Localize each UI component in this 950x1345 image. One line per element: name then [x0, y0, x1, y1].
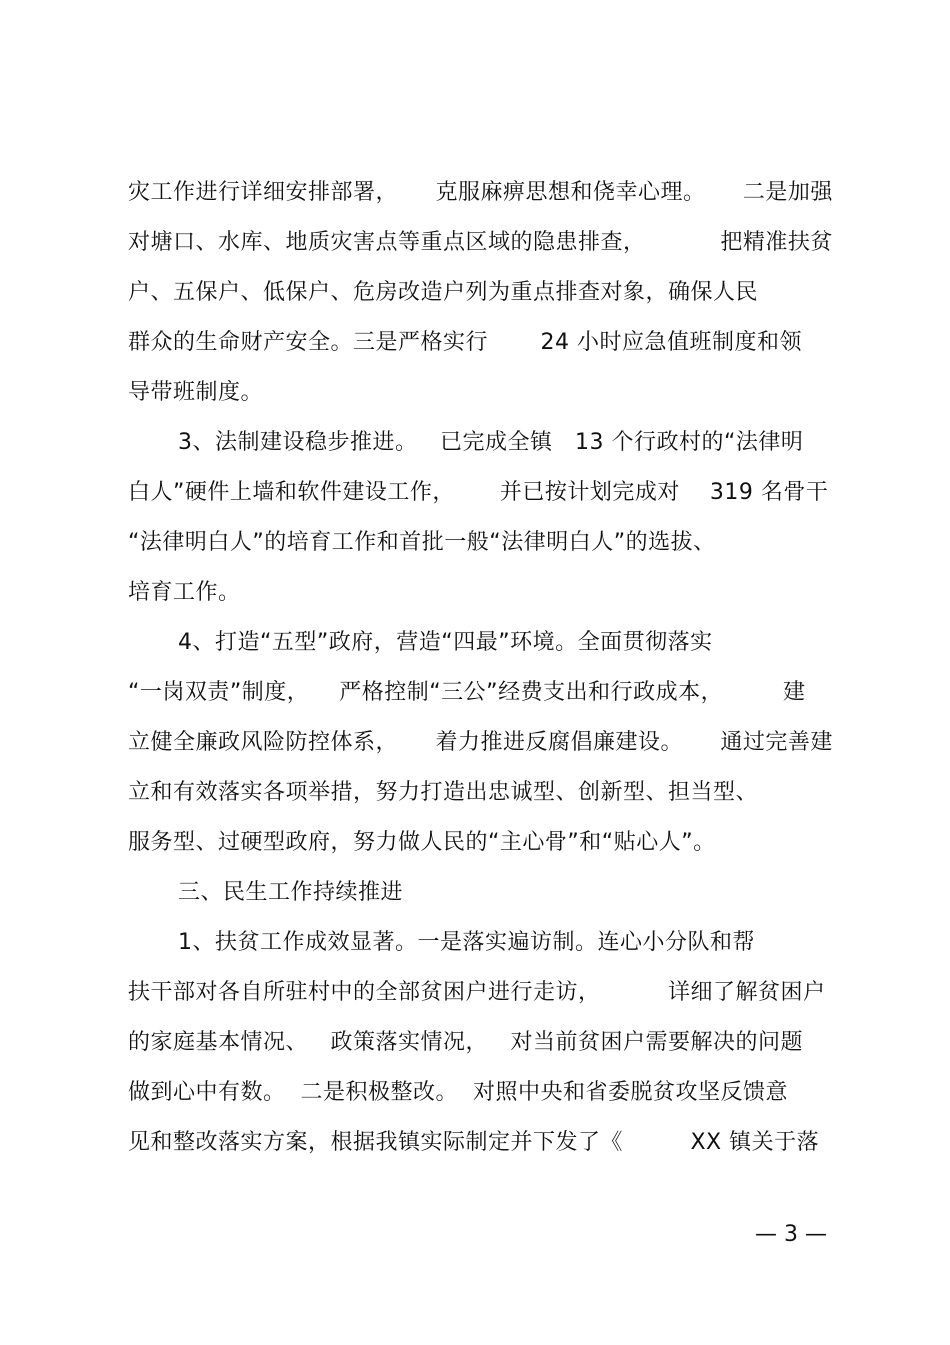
text-line-5: 导带班制度。	[128, 380, 264, 405]
text-line-4: 群众的生命财产安全。三是严格实行 24 小时应急值班制度和领	[128, 330, 802, 355]
text-line-16: 1、扶贫工作成效显著。一是落实遍访制。连心小分队和帮	[178, 930, 755, 955]
text-line-17: 扶干部对各自所驻村中的全部贫困户进行走访， 详细了解贫困户	[128, 980, 826, 1005]
text-line-19: 做到心中有数。 二是积极整改。 对照中央和省委脱贫攻坚反馈意	[128, 1080, 788, 1105]
text-line-1: 灾工作进行详细安排部署， 克服麻痹思想和侥幸心理。 二是加强	[128, 180, 833, 205]
text-line-18: 的家庭基本情况、 政策落实情况， 对当前贫困户需要解决的问题	[128, 1030, 803, 1055]
text-line-10: 4、打造“五型”政府，营造“四最”环境。全面贯彻落实	[178, 630, 713, 655]
text-line-8: “法律明白人”的培育工作和首批一般“法律明白人”的选拔、	[128, 530, 716, 555]
text-line-20: 见和整改落实方案，根据我镇实际制定并下发了《 XX 镇关于落	[128, 1130, 820, 1155]
text-line-13: 立和有效落实各项举措，努力打造出忠诚型、创新型、担当型、	[128, 780, 759, 805]
text-line-12: 立健全廉政风险防控体系， 着力推进反腐倡廉建设。 通过完善建	[128, 730, 833, 755]
section-heading: 三、民生工作持续推进	[178, 880, 404, 905]
text-line-9: 培育工作。	[128, 580, 241, 605]
text-line-6: 3、法制建设稳步推进。 已完成全镇 13 个行政村的“法律明	[178, 430, 804, 455]
page-number: — 3 —	[755, 1222, 827, 1247]
text-line-3: 户、五保户、低保户、危房改造户列为重点排查对象，确保人民	[128, 280, 759, 305]
text-line-14: 服务型、过硬型政府，努力做人民的“主心骨”和“贴心人”。	[128, 830, 716, 855]
text-line-2: 对塘口、水库、地质灾害点等重点区域的隐患排查， 把精准扶贫	[128, 230, 833, 255]
text-line-7: 白人”硬件上墙和软件建设工作， 并已按计划完成对 319 名骨干	[128, 480, 829, 505]
text-line-11: “一岗双责”制度， 严格控制“三公”经费支出和行政成本， 建	[128, 680, 806, 705]
